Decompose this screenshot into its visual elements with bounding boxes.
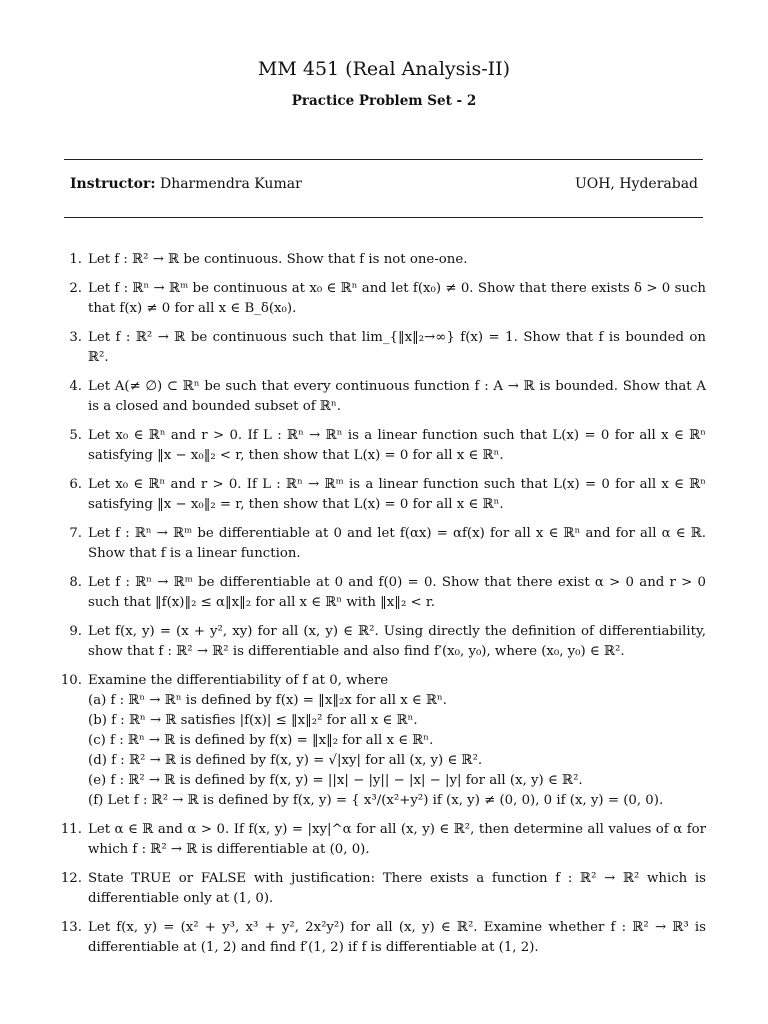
problem-text: Let α ∈ ℝ and α > 0. If f(x, y) = |xy|^α for all (x, y) ∈ ℝ², then determine all values of α for which f : ℝ² → ℝ is differentiable at (0, 0). bbox=[88, 822, 706, 857]
problem-number: 11. bbox=[60, 822, 82, 837]
problem-3 bbox=[52, 328, 706, 368]
problem-number: 1. bbox=[69, 252, 82, 267]
problem-1 bbox=[52, 250, 706, 270]
problem-5 bbox=[52, 426, 706, 466]
problem-number: 7. bbox=[69, 526, 82, 541]
problem-number: 3. bbox=[69, 330, 82, 345]
problem-number: 9. bbox=[69, 624, 82, 639]
problem-text: State TRUE or FALSE with justification: There exists a function f : ℝ² → ℝ² which is differentiable only at (1, 0). bbox=[88, 871, 706, 906]
instructor-label: Instructor: bbox=[70, 176, 156, 192]
problem-number: 10. bbox=[60, 673, 82, 688]
bottom-rule bbox=[64, 217, 703, 218]
problem-number: 8. bbox=[69, 575, 82, 590]
institution: UOH, Hyderabad bbox=[574, 176, 698, 192]
problem-text: Let f : ℝⁿ → ℝᵐ be differentiable at 0 and f(0) = 0. Show that there exist α > 0 and r > 0 such that ‖f(x)‖₂ ≤ α‖x‖₂ for all x ∈ ℝⁿ with ‖x‖₂ < r. bbox=[88, 575, 706, 610]
problem-text: Let A(≠ ∅) ⊂ ℝⁿ be such that every continuous function f : A → ℝ is bounded. Show that A is a closed and bounded subset of ℝⁿ. bbox=[88, 379, 706, 414]
problem-number: 4. bbox=[69, 379, 82, 394]
problem-10 bbox=[52, 671, 706, 811]
instructor-line bbox=[70, 176, 302, 192]
part-e: (e) f : ℝ² → ℝ is defined by f(x, y) = ||x| − |y|| − |x| − |y| for all (x, y) ∈ ℝ². bbox=[88, 773, 583, 788]
problem-list bbox=[52, 250, 706, 967]
part-c: (c) f : ℝⁿ → ℝ is defined by f(x) = ‖x‖₂ for all x ∈ ℝⁿ. bbox=[88, 733, 434, 748]
problem-text: Let x₀ ∈ ℝⁿ and r > 0. If L : ℝⁿ → ℝⁿ is a linear function such that L(x) = 0 for all x ∈ ℝⁿ satisfying ‖x − x₀‖₂ < r, then show that L(x) = 0 for all x ∈ ℝⁿ. bbox=[88, 428, 706, 463]
problem-number: 12. bbox=[60, 871, 82, 886]
problem-9 bbox=[52, 622, 706, 662]
top-rule bbox=[64, 159, 703, 160]
problem-10-parts bbox=[88, 691, 706, 811]
problem-text: Examine the differentiability of f at 0, where bbox=[88, 673, 389, 688]
problem-7 bbox=[52, 524, 706, 564]
problem-text: Let f : ℝⁿ → ℝᵐ be continuous at x₀ ∈ ℝⁿ and let f(x₀) ≠ 0. Show that there exists δ > 0 such that f(x) ≠ 0 for all x ∈ B_δ(x₀). bbox=[88, 281, 706, 316]
problem-text: Let f(x, y) = (x² + y³, x³ + y², 2x²y²) for all (x, y) ∈ ℝ². Examine whether f : ℝ² → ℝ³ is differentiable at (1, 2) and find f′(1, 2) if f is differentiable at (1, 2). bbox=[88, 920, 706, 955]
part-b: (b) f : ℝⁿ → ℝ satisfies |f(x)| ≤ ‖x‖₂² for all x ∈ ℝⁿ. bbox=[88, 713, 418, 728]
problem-2 bbox=[52, 279, 706, 319]
problem-12 bbox=[52, 869, 706, 909]
problem-4 bbox=[52, 377, 706, 417]
problem-text: Let f : ℝ² → ℝ be continuous such that lim_{‖x‖₂→∞} f(x) = 1. Show that f is bounded on ℝ². bbox=[88, 330, 706, 365]
part-f: (f) Let f : ℝ² → ℝ is defined by f(x, y) = { x³/(x²+y²) if (x, y) ≠ (0, 0), 0 if (x, y) = (0, 0). bbox=[88, 793, 664, 808]
problem-number: 2. bbox=[69, 281, 82, 296]
problem-11 bbox=[52, 820, 706, 860]
problem-number: 13. bbox=[60, 920, 82, 935]
page-subtitle: Practice Problem Set - 2 bbox=[291, 93, 477, 109]
problem-6 bbox=[52, 475, 706, 515]
problem-text: Let x₀ ∈ ℝⁿ and r > 0. If L : ℝⁿ → ℝᵐ is a linear function such that L(x) = 0 for all x ∈ ℝⁿ satisfying ‖x − x₀‖₂ = r, then show that L(x) = 0 for all x ∈ ℝⁿ. bbox=[88, 477, 706, 512]
problem-text: Let f(x, y) = (x + y², xy) for all (x, y) ∈ ℝ². Using directly the definition of differentiability, show that f : ℝ² → ℝ² is differentiable and also find f′(x₀, y₀), where (x₀, y₀) ∈ ℝ². bbox=[88, 624, 706, 659]
problem-text: Let f : ℝ² → ℝ be continuous. Show that f is not one-one. bbox=[88, 252, 468, 267]
problem-number: 5. bbox=[69, 428, 82, 443]
instructor-name: Dharmendra Kumar bbox=[159, 176, 302, 192]
problem-text: Let f : ℝⁿ → ℝᵐ be differentiable at 0 and let f(αx) = αf(x) for all x ∈ ℝⁿ and for all α ∈ ℝ. Show that f is a linear function. bbox=[88, 526, 706, 561]
part-d: (d) f : ℝ² → ℝ is defined by f(x, y) = √|xy| for all (x, y) ∈ ℝ². bbox=[88, 753, 483, 768]
problem-13 bbox=[52, 918, 706, 958]
part-a: (a) f : ℝⁿ → ℝⁿ is defined by f(x) = ‖x‖₂x for all x ∈ ℝⁿ. bbox=[88, 693, 448, 708]
problem-8 bbox=[52, 573, 706, 613]
page-title: MM 451 (Real Analysis-II) bbox=[257, 58, 511, 80]
problem-number: 6. bbox=[69, 477, 82, 492]
